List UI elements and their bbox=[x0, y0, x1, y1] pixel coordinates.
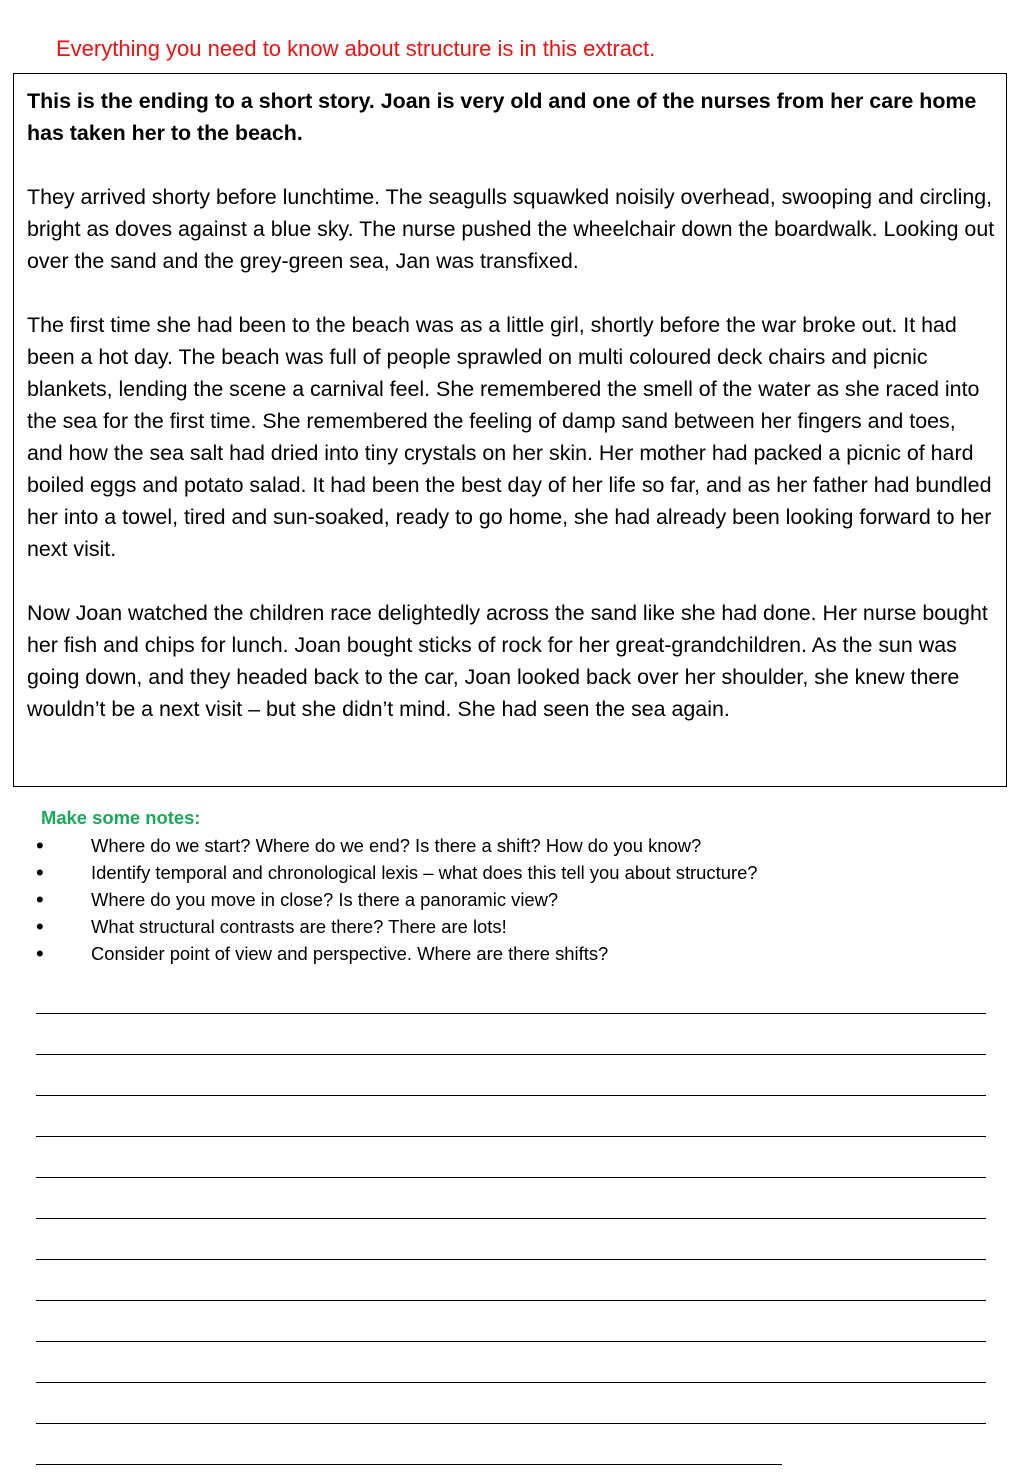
prompt-text: Where do we start? Where do we end? Is there a shift? How do you know? bbox=[91, 835, 702, 856]
prompt-text: What structural contrasts are there? There are lots! bbox=[91, 916, 507, 937]
bullet-icon: • bbox=[36, 860, 44, 885]
list-item bbox=[30, 832, 758, 859]
writing-line bbox=[36, 1013, 986, 1014]
writing-line bbox=[36, 1382, 986, 1383]
bullet-icon: • bbox=[36, 833, 44, 858]
extract-paragraph-2: The first time she had been to the beach was as a little girl, shortly before the war broke out. It had been a hot day. The beach was full of people sprawled on multi coloured deck chairs and picnic blankets, lending the scene a carnival feel. She remembered the smell of the water as she raced into the sea for the first time. She remembered the feeling of damp sand between her fingers and toes, and how the sea salt had dried into tiny crystals on her skin. Her mother had packed a picnic of hard boiled eggs and potato salad. It had been the best day of her life so far, and as her father had bundled her into a towel, tired and sun-soaked, ready to go home, she had already been looking forward to her next visit. bbox=[27, 313, 992, 561]
writing-line bbox=[36, 1136, 986, 1137]
list-item bbox=[30, 913, 758, 940]
writing-line bbox=[36, 1054, 986, 1055]
list-item bbox=[30, 940, 758, 967]
bullet-icon: • bbox=[36, 887, 44, 912]
page-title: Everything you need to know about structure is in this extract. bbox=[56, 36, 656, 61]
extract-paragraph-1: They arrived shorty before lunchtime. The seagulls squawked noisily overhead, swooping and circling, bright as doves against a blue sky. The nurse pushed the wheelchair down the boardwalk. Looking out over the sand and the grey-green sea, Jan was transfixed. bbox=[27, 185, 995, 273]
extract-paragraph-3: Now Joan watched the children race delightedly across the sand like she had done. Her nurse bought her fish and chips for lunch. Joan bought sticks of rock for her great-grandchildren. As the sun was going down, and they headed back to the car, Joan looked back over her shoulder, she knew there wouldn’t be a next visit – but she didn’t mind. She had seen the sea again. bbox=[27, 601, 988, 721]
prompt-text: Identify temporal and chronological lexis – what does this tell you about structure? bbox=[91, 862, 758, 883]
extract-intro: This is the ending to a short story. Joan is very old and one of the nurses from her care home has taken her to the beach. bbox=[27, 89, 977, 145]
writing-line bbox=[36, 1259, 986, 1260]
writing-line bbox=[36, 1464, 782, 1465]
list-item bbox=[30, 886, 758, 913]
extract-box bbox=[13, 73, 1007, 787]
prompt-text: Consider point of view and perspective. Where are there shifts? bbox=[91, 943, 609, 964]
notes-heading: Make some notes: bbox=[41, 807, 201, 828]
prompt-text: Where do you move in close? Is there a panoramic view? bbox=[91, 889, 559, 910]
writing-line bbox=[36, 1423, 986, 1424]
writing-line bbox=[36, 1341, 986, 1342]
writing-line bbox=[36, 1218, 986, 1219]
writing-line bbox=[36, 1095, 986, 1096]
list-item bbox=[30, 859, 758, 886]
writing-line bbox=[36, 1300, 986, 1301]
bullet-icon: • bbox=[36, 941, 44, 966]
bullet-icon: • bbox=[36, 914, 44, 939]
notes-prompt-list bbox=[30, 832, 758, 967]
writing-line bbox=[36, 1177, 986, 1178]
